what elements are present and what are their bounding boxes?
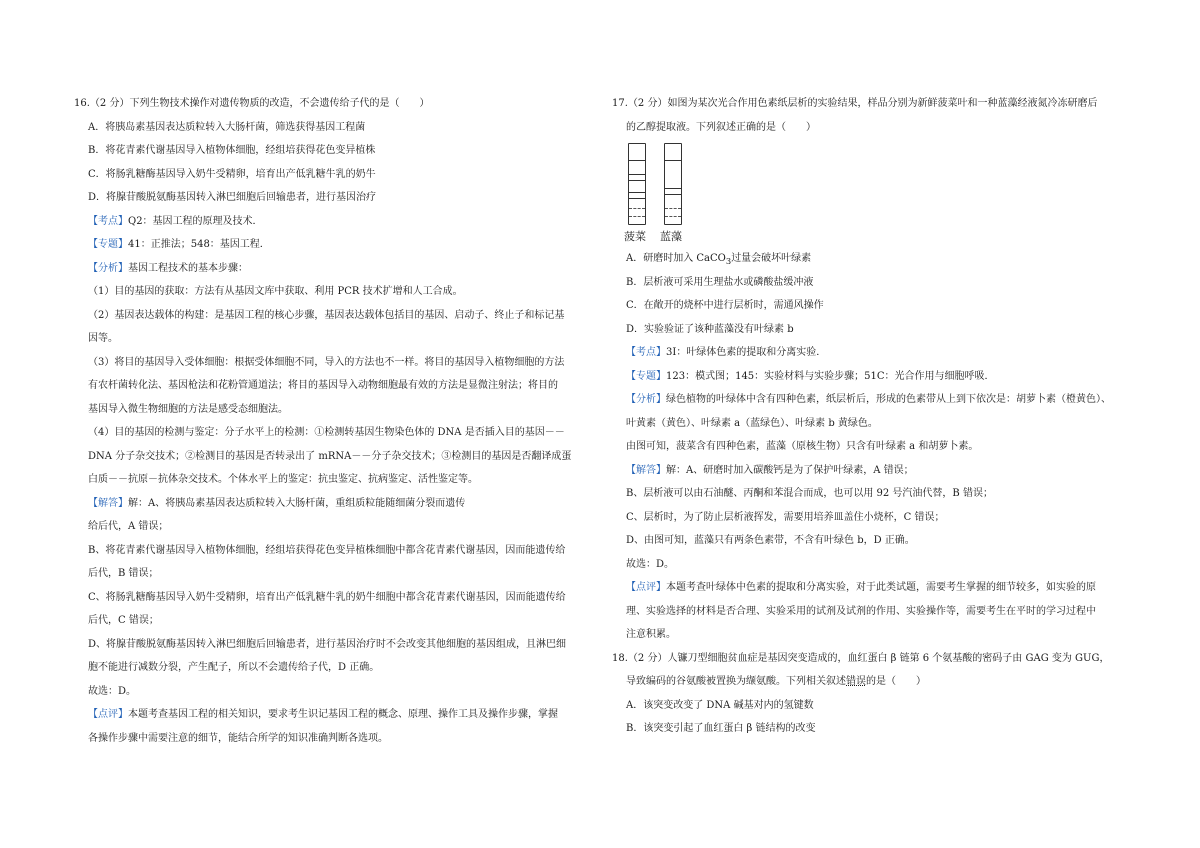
origin-line (629, 208, 645, 209)
zhuanti-text: 123：模式图；145：实验材料与实验步骤；51C：光合作用与细胞呼吸． (666, 370, 995, 382)
q17-analysis-line: 叶黄素（黄色）、叶绿素 a（蓝绿色）、叶绿素 b 黄绿色。 (626, 417, 878, 429)
cyanobacteria-label: 蓝藻 (660, 230, 682, 243)
fenxi-tag: 【分析】 (88, 262, 128, 274)
q17-jieda (612, 459, 1142, 483)
q17-dianping-line: 注意积累。 (626, 629, 676, 640)
dianping-text: 本题考查叶绿体中色素的提取和分离实验，对于此类试题，需要考生掌握的细节较多，如实验的原 (666, 582, 1096, 593)
q17-option-a-sub: 3 (725, 256, 732, 266)
q16-analysis-line: 基因导入微生物细胞的方法是感受态细胞法。 (88, 403, 288, 415)
jieda-tag: 【解答】 (88, 497, 128, 509)
q17-analysis-line: 由图可知，菠菜含有四种色素，蓝藻（原核生物）只含有叶绿素 a 和胡萝卜素。 (626, 441, 979, 452)
q17-stem: 17.（2 分）如图为某次光合作用色素纸层析的实验结果，样品分别为新鲜菠菜叶和一种蓝藻经液氮冷冻研磨后 (612, 98, 1098, 109)
q16-answer-line: 故选：D。 (88, 685, 137, 697)
q17-answer-line: 故选：D。 (626, 558, 675, 570)
pigment-band (629, 160, 645, 161)
q16-jieda (74, 492, 594, 516)
q17-answer-line: B、层析液可以由石油醚、丙酮和苯混合而成，也可以用 92 号汽油代替，B 错误； (626, 488, 993, 499)
q18-stem: 18.（2 分）人镰刀型细胞贫血症是基因突变造成的，血红蛋白 β 链第 6 个氨基酸的密码子由 GAG 变为 GUG， (612, 652, 1110, 664)
fenxi-text: 基因工程技术的基本步骤： (128, 262, 248, 274)
q16-answer-line: D、将腺苷酸脱氨酶基因转入淋巴细胞后回输患者，进行基因治疗时不会改变其他细胞的基因组成，且淋巴细 (88, 638, 567, 650)
q17-option-a-prefix: A．研磨时加入 CaCO (626, 253, 726, 264)
q17-option-c: C．在敞开的烧杯中进行层析时，需通风操作 (626, 300, 824, 311)
spinach-label: 菠菜 (624, 230, 646, 243)
q16-analysis-line: （1）目的基因的获取：方法有从基因文库中获取、利用 PCR 技术扩增和人工合成。 (88, 286, 463, 297)
q16-analysis-line: DNA 分子杂交技术；②检测目的基因是否转录出了 mRNA－－分子杂交技术；③检测目的基因是否翻译成蛋 (88, 450, 572, 462)
kaodian-tag: 【考点】 (88, 215, 128, 227)
q16-fenxi (74, 257, 594, 281)
jieda-text: 解：A、研磨时加入碳酸钙是为了保护叶绿素，A 错误； (666, 464, 914, 476)
q17-option-d: D．实验验证了该种蓝藻没有叶绿素 b (626, 323, 794, 335)
q16-stem: 16.（2 分）下列生物技术操作对遗传物质的改造，不会遗传给子代的是（ ） (74, 98, 430, 109)
dianping-tag: 【点评】 (626, 582, 666, 593)
spinach-paper-strip (628, 143, 646, 225)
right-column (612, 92, 1142, 741)
q16-analysis-line: 有农杆菌转化法、基因枪法和花粉管通道法；将目的基因导入动物细胞最有效的方法是显微注射法；将目的 (88, 380, 558, 391)
pigment-band (629, 174, 645, 175)
pigment-band (665, 160, 681, 161)
q17-stem-cont: 的乙醇提取液。下列叙述正确的是（ ） (626, 121, 816, 133)
q16-dianping (74, 703, 594, 727)
chromatography-figure (626, 139, 726, 247)
q18-stem-cont (612, 670, 1142, 694)
cyanobacteria-paper-strip (664, 143, 682, 225)
q16-zhuanti (74, 233, 594, 257)
pigment-band (629, 180, 645, 181)
q16-answer-line: 给后代，A 错误； (88, 521, 169, 532)
q16-option-c: C．将肠乳糖酶基因导入奶牛受精卵，培育出产低乳糖牛乳的奶牛 (88, 168, 376, 180)
fenxi-tag: 【分析】 (626, 394, 666, 405)
q16-answer-line: B、将花青素代谢基因导入植物体细胞，经组培获得花色变异植株细胞中都含花青素代谢基因，因而能遗传给 (88, 544, 566, 556)
q17-fenxi (612, 388, 1142, 412)
zhuanti-tag: 【专题】 (88, 239, 128, 250)
q16-analysis-line: （2）基因表达载体的构建：是基因工程的核心步骤，基因表达载体包括目的基因、启动子、终止子和标记基 (88, 309, 565, 321)
q16-analysis-line: 白质－－抗原－抗体杂交技术。个体水平上的鉴定：抗虫鉴定、抗病鉴定、活性鉴定等。 (88, 474, 478, 485)
q16-option-b: B．将花青素代谢基因导入植物体细胞，经组培获得花色变异植株 (88, 145, 376, 156)
jieda-text: 解：A、将胰岛素基因表达质粒转入大肠杆菌，重组质粒能随细菌分裂而遗传 (128, 497, 466, 509)
q18-option-a: A．该突变改变了 DNA 碱基对内的氢键数 (626, 699, 814, 711)
kaodian-tag: 【考点】 (626, 347, 666, 358)
q16-analysis-line: （4）目的基因的检测与鉴定：分子水平上的检测：①检测转基因生物染色体的 DNA 是否插入目的基因－－ (88, 427, 565, 438)
kaodian-text: 3I：叶绿体色素的提取和分离实验． (666, 347, 827, 358)
jieda-tag: 【解答】 (626, 464, 666, 476)
pigment-band (629, 192, 645, 193)
q17-dianping (612, 576, 1142, 600)
q18-option-b: B．该突变引起了血红蛋白 β 链结构的改变 (626, 723, 816, 734)
q17-answer-line: D、由图可知，蓝藻只有两条色素带，不含有叶绿色 b，D 正确。 (626, 535, 915, 546)
pigment-band (665, 194, 681, 195)
pigment-band (665, 188, 681, 189)
q16-kaodian (74, 210, 594, 234)
q17-option-a (612, 247, 1142, 271)
q16-analysis-line: 因等。 (88, 333, 118, 344)
q17-kaodian (612, 341, 1142, 365)
dianping-text: 本题考查基因工程的相关知识，要求考生识记基因工程的概念、原理、操作工具及操作步骤，掌握 (128, 709, 558, 720)
q18-stem-suffix: 的是（ ） (866, 676, 926, 687)
q17-answer-line: C、层析时，为了防止层析液挥发，需要用培养皿盖住小烧杯，C 错误； (626, 511, 945, 523)
q17-dianping-line: 理、实验选择的材料是否合理、实验采用的试剂及试剂的作用、实验操作等，需要考生在平时的学习过程中 (626, 605, 1096, 617)
pigment-band (629, 198, 645, 199)
q16-option-a: A．将胰岛素基因表达质粒转入大肠杆菌，筛选获得基因工程菌 (88, 121, 366, 133)
zhuanti-tag: 【专题】 (626, 370, 666, 382)
solvent-line (665, 216, 681, 217)
q17-option-b: B．层析液可采用生理盐水或磷酸盐缓冲液 (626, 276, 814, 288)
q16-answer-line: 后代，C 错误； (88, 615, 159, 626)
zhuanti-text: 41：正推法；548：基因工程． (128, 239, 270, 250)
solvent-line (629, 216, 645, 217)
origin-line (665, 208, 681, 209)
q16-dianping-line: 各操作步骤中需要注意的细节，能结合所学的知识准确判断各选项。 (88, 732, 388, 744)
kaodian-text: Q2：基因工程的原理及技术． (128, 215, 263, 227)
left-column (74, 92, 594, 750)
q17-option-a-suffix: 过量会破坏叶绿素 (731, 253, 812, 264)
q16-option-d: D．将腺苷酸脱氨酶基因转入淋巴细胞后回输患者，进行基因治疗 (88, 192, 377, 203)
q17-zhuanti (612, 365, 1142, 389)
q16-answer-line: 胞不能进行减数分裂，产生配子，所以不会遗传给子代，D 正确。 (88, 662, 380, 673)
dianping-tag: 【点评】 (88, 709, 128, 720)
q16-answer-line: 后代，B 错误； (88, 568, 159, 579)
q18-emphasis: 错误 (846, 676, 866, 687)
q16-analysis-line: （3）将目的基因导入受体细胞：根据受体细胞不同，导入的方法也不一样。将目的基因导入植物细胞的方法 (88, 356, 565, 368)
q16-answer-line: C、将肠乳糖酶基因导入奶牛受精卵，培育出产低乳糖牛乳的奶牛细胞中都含花青素代谢基因，因而能遗传给 (88, 591, 566, 603)
q18-stem-prefix: 导致编码的谷氨酸被置换为缬氨酸。下列相关叙述 (626, 676, 846, 687)
fenxi-text: 绿色植物的叶绿体中含有四种色素，纸层析后，形成的色素带从上到下依次是：胡萝卜素（橙黄色）、 (666, 394, 1111, 405)
